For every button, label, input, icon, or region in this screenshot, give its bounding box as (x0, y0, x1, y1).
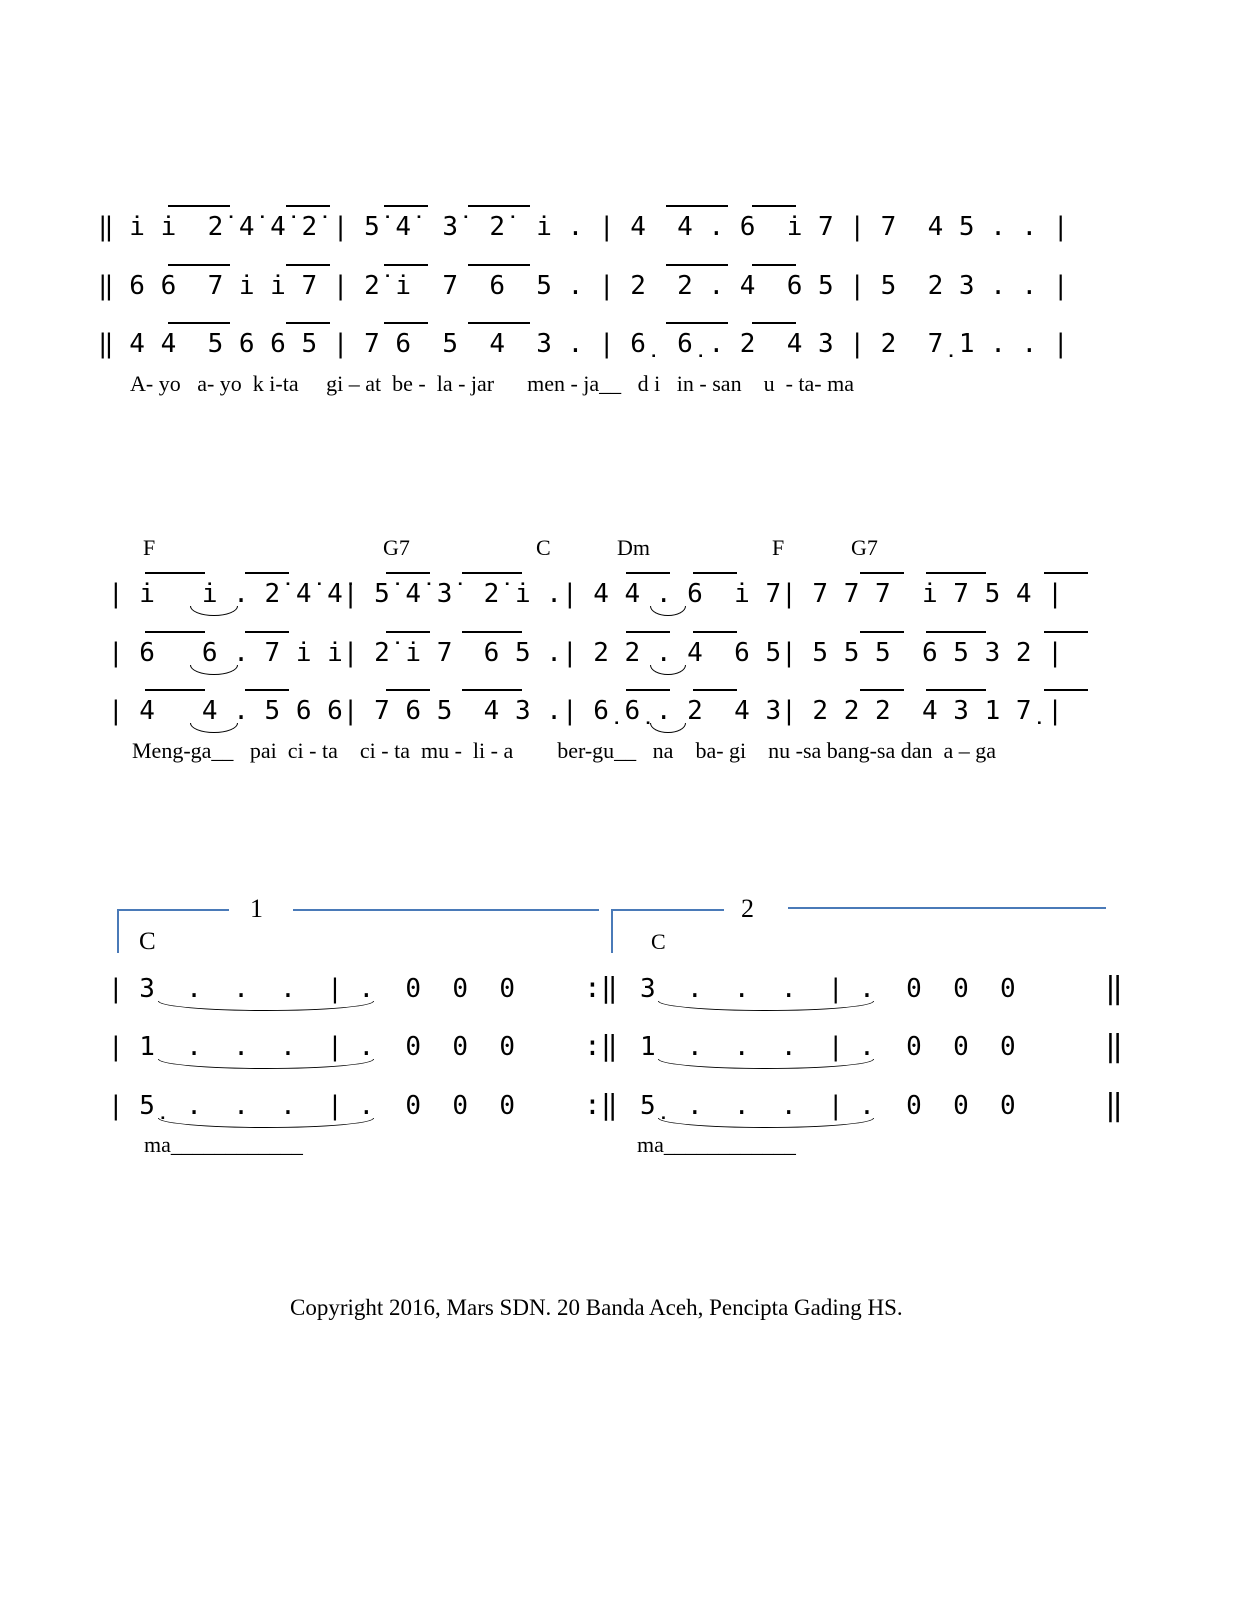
tie (658, 1059, 874, 1069)
beam (386, 572, 430, 574)
beam (245, 631, 289, 633)
ending2-lyric: ma____________ (637, 1132, 796, 1157)
tie (650, 665, 686, 675)
system1-row-bass: ‖ 4 4 5 6 6 5 | 7 6 5 4 3 . | 6̣ 6̣ . 2 4 3 | 2 7̣ 1 . . | (98, 329, 1069, 359)
ending2-row-soprano: 3 . . . | . 0 0 0 (640, 974, 1016, 1004)
beam (168, 264, 230, 266)
beam (462, 631, 522, 633)
beam (666, 322, 728, 324)
beam (626, 572, 670, 574)
ending-1-bracket (293, 909, 599, 911)
copyright-notice: Copyright 2016, Mars SDN. 20 Banda Aceh, Pencipta Gading HS. (290, 1295, 903, 1320)
tie (158, 1118, 374, 1128)
beam (384, 322, 428, 324)
beam (926, 572, 986, 574)
beam (1044, 572, 1088, 574)
system2-lyrics: Meng-ga__ pai ci - ta ci - ta mu - li - a ber-gu__ na ba- gi nu -sa bang-sa dan a – ga (132, 738, 997, 763)
beam (386, 689, 430, 691)
ending1-row-soprano: | 3 . . . | . 0 0 0 (108, 974, 515, 1004)
beam (666, 264, 728, 266)
ending1-row-alto: | 1 . . . | . 0 0 0 (108, 1032, 515, 1062)
ending-1-number: 1 (250, 894, 263, 923)
chord-symbol: Dm (617, 535, 650, 560)
beam (384, 264, 428, 266)
beam (386, 631, 430, 633)
chord-symbol: F (772, 535, 785, 560)
beam (286, 322, 330, 324)
ending-1-bracket (117, 909, 229, 911)
tie (650, 606, 686, 616)
chord-symbol: F (143, 535, 156, 560)
beam (468, 322, 530, 324)
tie (158, 1001, 374, 1011)
beam (1044, 631, 1088, 633)
ending-1-bracket (117, 909, 119, 953)
chord-symbol: G7 (383, 535, 410, 560)
tie (190, 723, 238, 733)
beam (926, 631, 986, 633)
beam (693, 689, 737, 691)
ending-2-bracket (611, 909, 724, 911)
final-barline: ‖ (1105, 1029, 1124, 1064)
ending-2-bracket (788, 907, 1106, 909)
final-barline: ‖ (1105, 1088, 1124, 1123)
beam (693, 631, 737, 633)
beam (145, 572, 205, 574)
beam (462, 689, 522, 691)
beam (168, 322, 230, 324)
system1-lyrics: A- yo a- yo k i-ta gi – at be - la - jar men - ja__ d i in - san u - ta- ma (130, 371, 854, 396)
beam (926, 689, 986, 691)
beam (468, 205, 530, 207)
beam (145, 689, 205, 691)
tie (158, 1059, 374, 1069)
beam (626, 689, 670, 691)
beam (860, 689, 904, 691)
chord-symbol: G7 (851, 535, 878, 560)
beam (752, 205, 796, 207)
beam (666, 205, 728, 207)
beam (168, 205, 230, 207)
ending-2-bracket (611, 909, 613, 953)
beam (286, 205, 330, 207)
beam (860, 572, 904, 574)
system1-row-soprano: ‖ i̇ i̇ 2̇ 4̇ 4̇ 2̇ | 5̇ 4̇ 3̇ 2̇ i̇ . | 4 4 . 6 i̇ 7 | 7 4 5 . . | (98, 212, 1069, 242)
repeat-sign: :‖ (584, 971, 618, 1004)
system2-row-bass: | 4 4 . 5 6 6| 7 6 5 4 3 .| 6̣ 6̣ . 2 4 3| 2 2 2 4 3 1 7̣ | (108, 696, 1063, 726)
beam (145, 631, 205, 633)
tie (650, 723, 686, 733)
beam (245, 572, 289, 574)
beam (626, 631, 670, 633)
chord-symbol: C (536, 535, 551, 560)
beam (245, 689, 289, 691)
final-barline: ‖ (1105, 971, 1124, 1006)
ending2-row-alto: 1 . . . | . 0 0 0 (640, 1032, 1016, 1062)
beam (462, 572, 522, 574)
tie (658, 1001, 874, 1011)
system2-row-soprano: | i̇ i̇ . 2̇ 4̇ 4̇| 5̇ 4̇ 3̇ 2̇ i̇ .| 4 4 . 6 i̇ 7| 7 7 7 i̇ 7 5 4 | (108, 579, 1063, 609)
ending2-row-bass: 5̣ . . . | . 0 0 0 (640, 1091, 1016, 1121)
beam (860, 631, 904, 633)
system1-row-alto: ‖ 6 6 7 i̇ i̇ 7 | 2̇ i̇ 7 6 5 . | 2 2 . 4 6 5 | 5 2 3 . . | (98, 271, 1069, 301)
beam (1044, 689, 1088, 691)
beam (752, 264, 796, 266)
chord-symbol: C (139, 928, 156, 955)
beam (468, 264, 530, 266)
beam (286, 264, 330, 266)
repeat-sign: :‖ (584, 1088, 618, 1121)
tie (190, 606, 238, 616)
ending1-row-bass: | 5̣ . . . | . 0 0 0 (108, 1091, 515, 1121)
ending-2-number: 2 (741, 894, 754, 923)
ending1-lyric: ma____________ (144, 1132, 303, 1157)
tie (190, 665, 238, 675)
chord-symbol: C (651, 929, 666, 954)
beam (752, 322, 796, 324)
tie (658, 1118, 874, 1128)
beam (693, 572, 737, 574)
repeat-sign: :‖ (584, 1029, 618, 1062)
beam (384, 205, 428, 207)
system2-row-alto: | 6 6 . 7 i̇ i̇| 2̇ i̇ 7 6 5 .| 2 2 . 4 6 5| 5 5 5 6 5 3 2 | (108, 638, 1063, 668)
